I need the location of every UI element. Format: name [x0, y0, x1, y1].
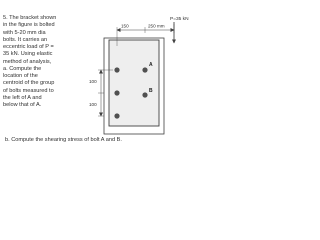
- problem-line: the left of A and: [3, 94, 42, 101]
- problem-line: location of the: [3, 73, 38, 79]
- load-label: P=35 kN: [170, 17, 189, 22]
- problem-line: 5. The bracket shown: [3, 15, 57, 21]
- bracket-plate: [109, 40, 159, 126]
- problem-line: below that of A.: [3, 102, 42, 108]
- dimension-label-150: 150: [121, 23, 129, 29]
- problem-line: method of analysis,: [3, 58, 52, 65]
- problem-line: centroid of the group: [3, 80, 55, 87]
- problem-line: eccentric load of P =: [3, 44, 54, 50]
- bolt-b: [142, 92, 147, 97]
- bolt: [114, 113, 119, 118]
- bracket-figure: [0, 0, 200, 145]
- problem-page: [0, 0, 200, 145]
- bolt-a: [142, 67, 147, 72]
- part-b-question: b. Compute the shearing stress of bolt A and B.: [5, 137, 122, 143]
- problem-line: 35 kN. Using elastic: [3, 51, 53, 58]
- dimension-label-250: 250 mm: [148, 23, 165, 29]
- dimension-label-100-bottom: 100: [89, 102, 97, 107]
- bolt: [114, 90, 119, 95]
- problem-line: in the figure is bolted: [3, 22, 55, 29]
- problem-line: of bolts measured to: [3, 87, 54, 94]
- dimension-label-100-top: 100: [89, 79, 97, 84]
- problem-line: bolts. It carries an: [3, 36, 48, 43]
- bolt-label-a: A: [149, 62, 153, 68]
- problem-line: with 5-20 mm dia: [3, 29, 46, 36]
- bolt-label-b: B: [149, 88, 153, 94]
- bolt: [114, 67, 119, 72]
- problem-line: a. Compute the: [3, 65, 42, 72]
